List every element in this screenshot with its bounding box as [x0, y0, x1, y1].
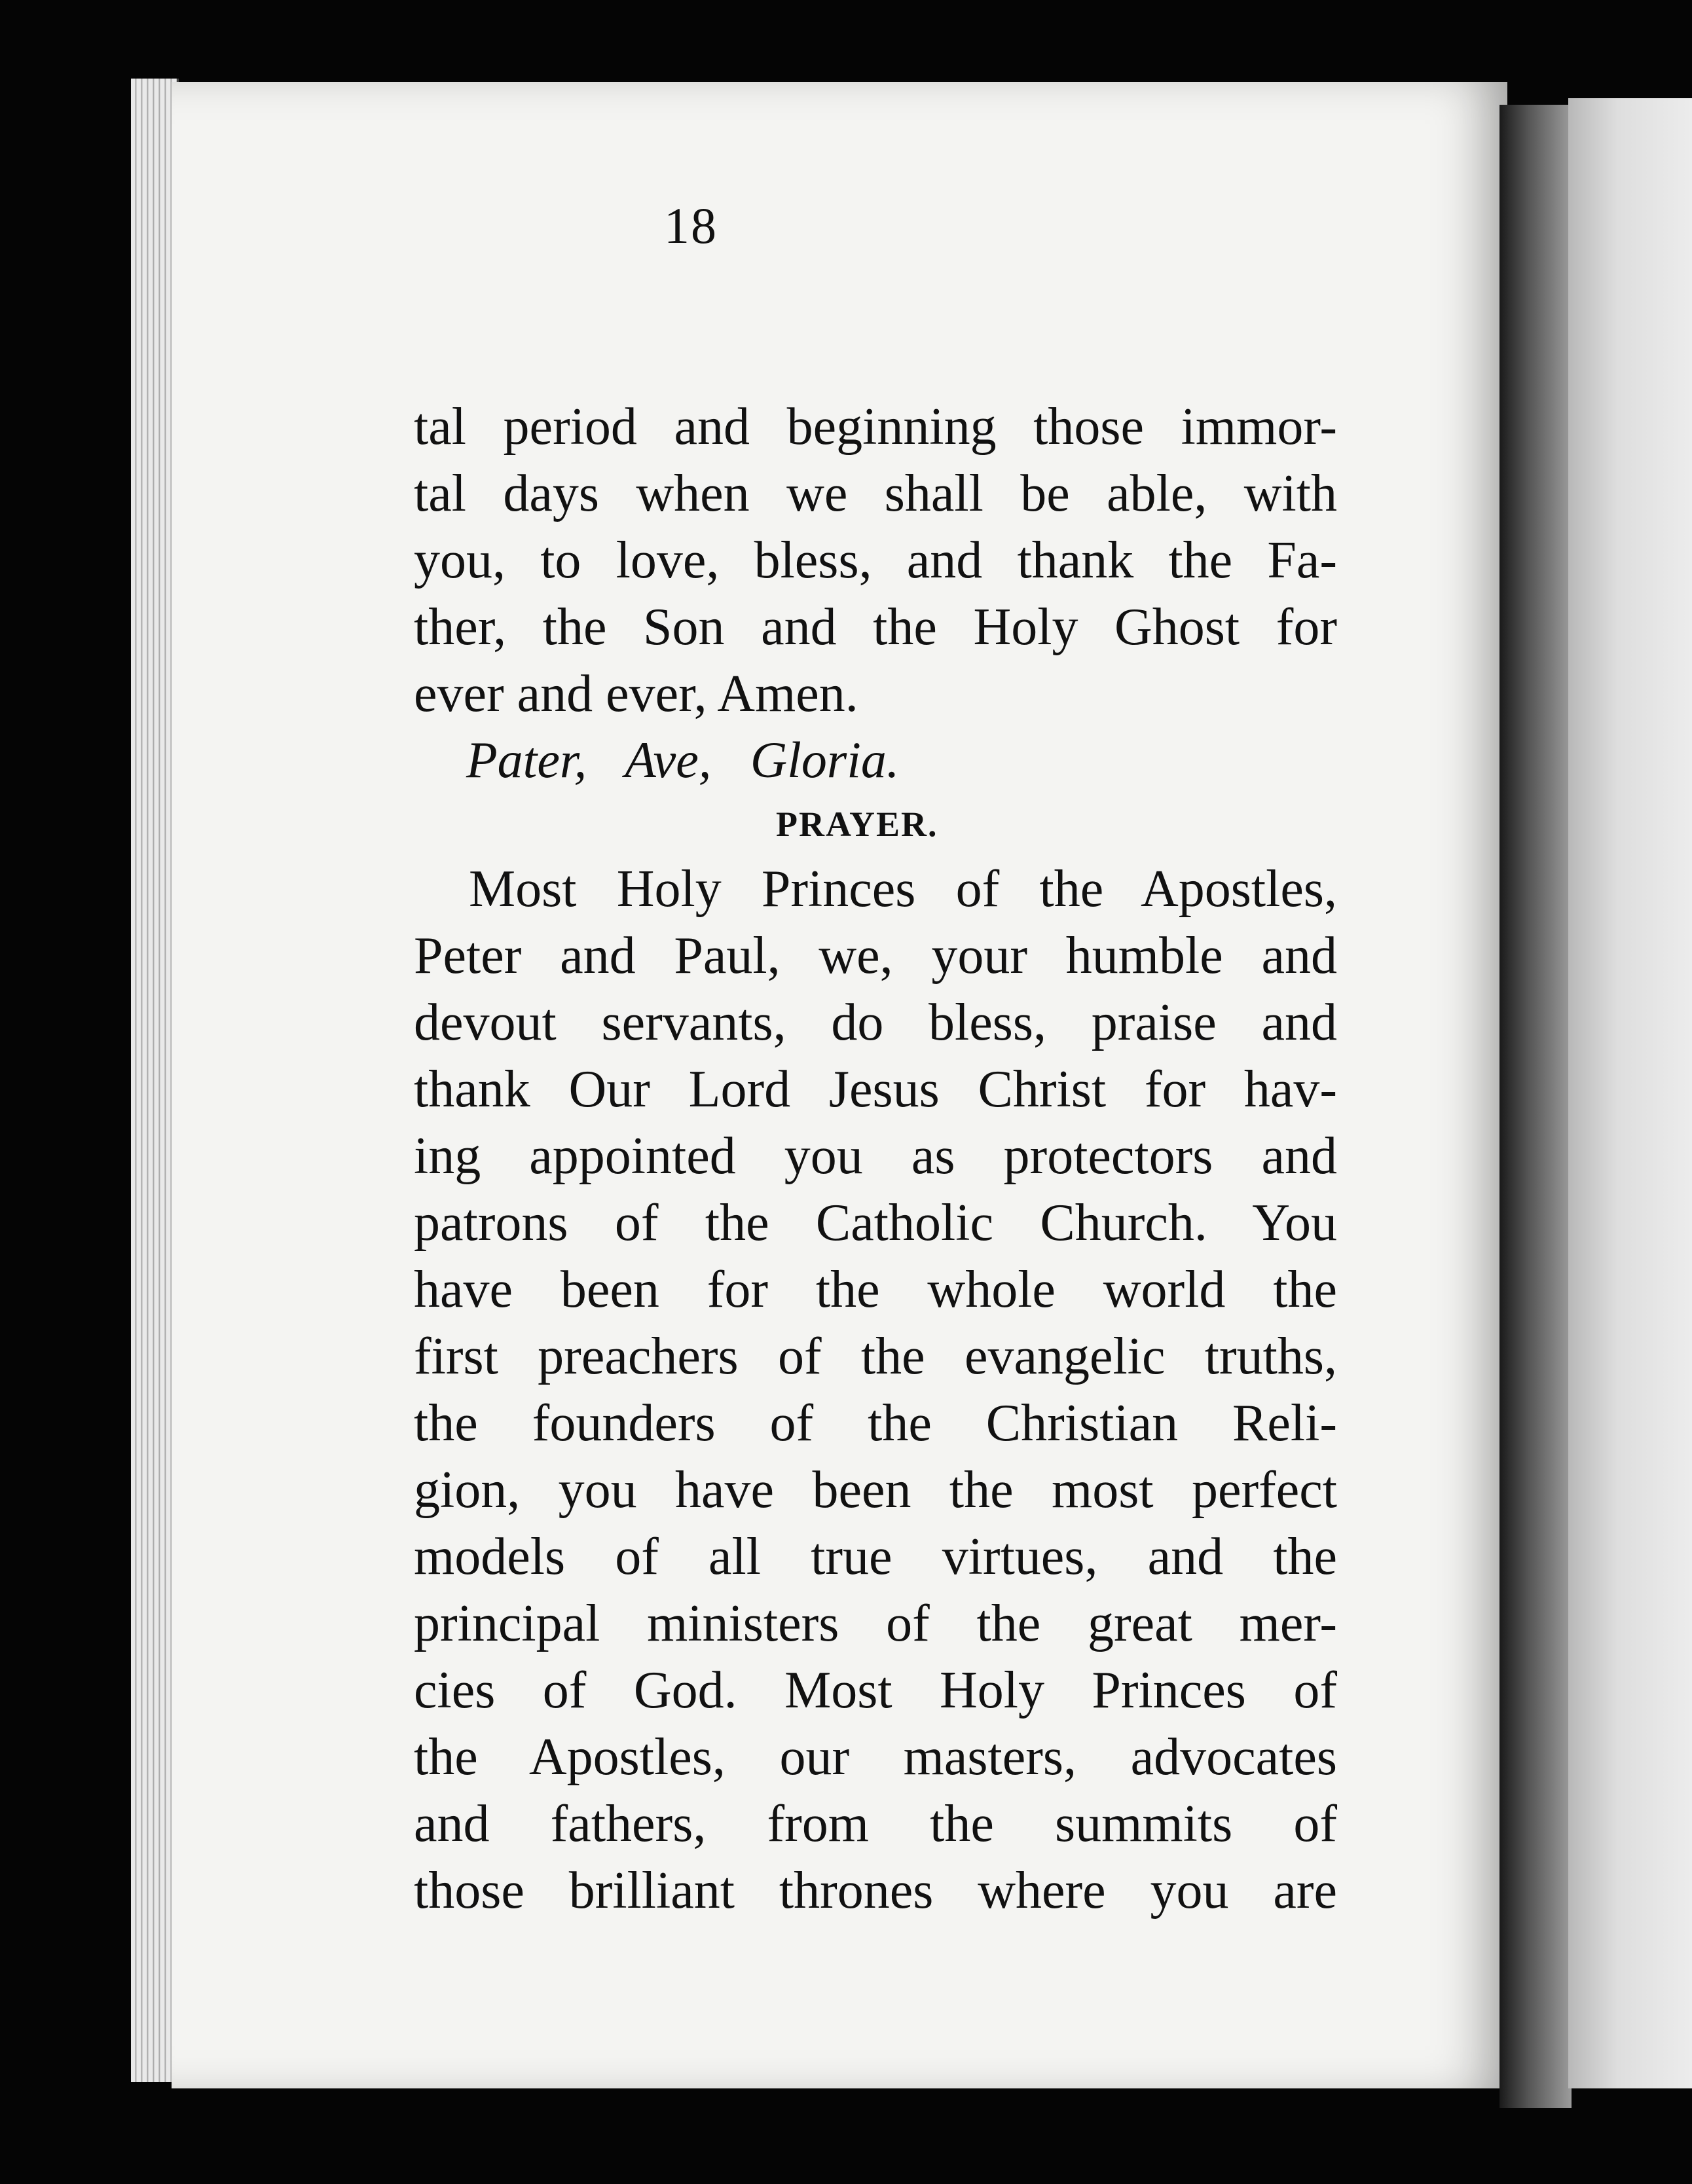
text-line: Peter and Paul, we, your humble and [414, 927, 1337, 985]
text-line: those brilliant thrones where you are [414, 1862, 1337, 1920]
text-line: have been for the whole world the [414, 1261, 1337, 1319]
refrain-line [466, 731, 925, 790]
text-line: devout servants, do bless, praise and [414, 994, 1337, 1051]
text-line: ing appointed you as protectors and [414, 1127, 1337, 1185]
text-line: thank Our Lord Jesus Christ for hav- [414, 1061, 1337, 1118]
text-line: tal period and beginning those immor- [414, 398, 1337, 456]
text-line: you, to love, bless, and thank the Fa- [414, 532, 1337, 589]
text-line: tal days when we shall be able, with [414, 465, 1337, 522]
prayer-heading: PRAYER. [776, 805, 938, 844]
text-line: and fathers, from the summits of [414, 1795, 1337, 1853]
page-number: 18 [664, 197, 718, 254]
text-line: cies of God. Most Holy Princes of [414, 1662, 1337, 1719]
text-line: ever and ever, Amen. [414, 665, 858, 723]
text-line: first preachers of the evangelic truths, [414, 1328, 1337, 1385]
text-line: Most Holy Princes of the Apostles, [469, 860, 1337, 918]
refrain-ave: Ave, [625, 731, 712, 788]
facing-page [1568, 98, 1692, 2088]
text-line: the founders of the Christian Reli- [414, 1394, 1337, 1452]
text-line: principal ministers of the great mer- [414, 1595, 1337, 1652]
text-line: the Apostles, our masters, advocates [414, 1728, 1337, 1786]
text-line: models of all true virtues, and the [414, 1528, 1337, 1586]
refrain-pater: Pater, [466, 731, 587, 788]
gutter-shadow [1499, 105, 1572, 2108]
text-line: ther, the Son and the Holy Ghost for [414, 598, 1337, 656]
refrain-gloria: Gloria. [750, 731, 900, 788]
text-line: gion, you have been the most perfect [414, 1461, 1337, 1519]
text-line: patrons of the Catholic Church. You [414, 1194, 1337, 1252]
